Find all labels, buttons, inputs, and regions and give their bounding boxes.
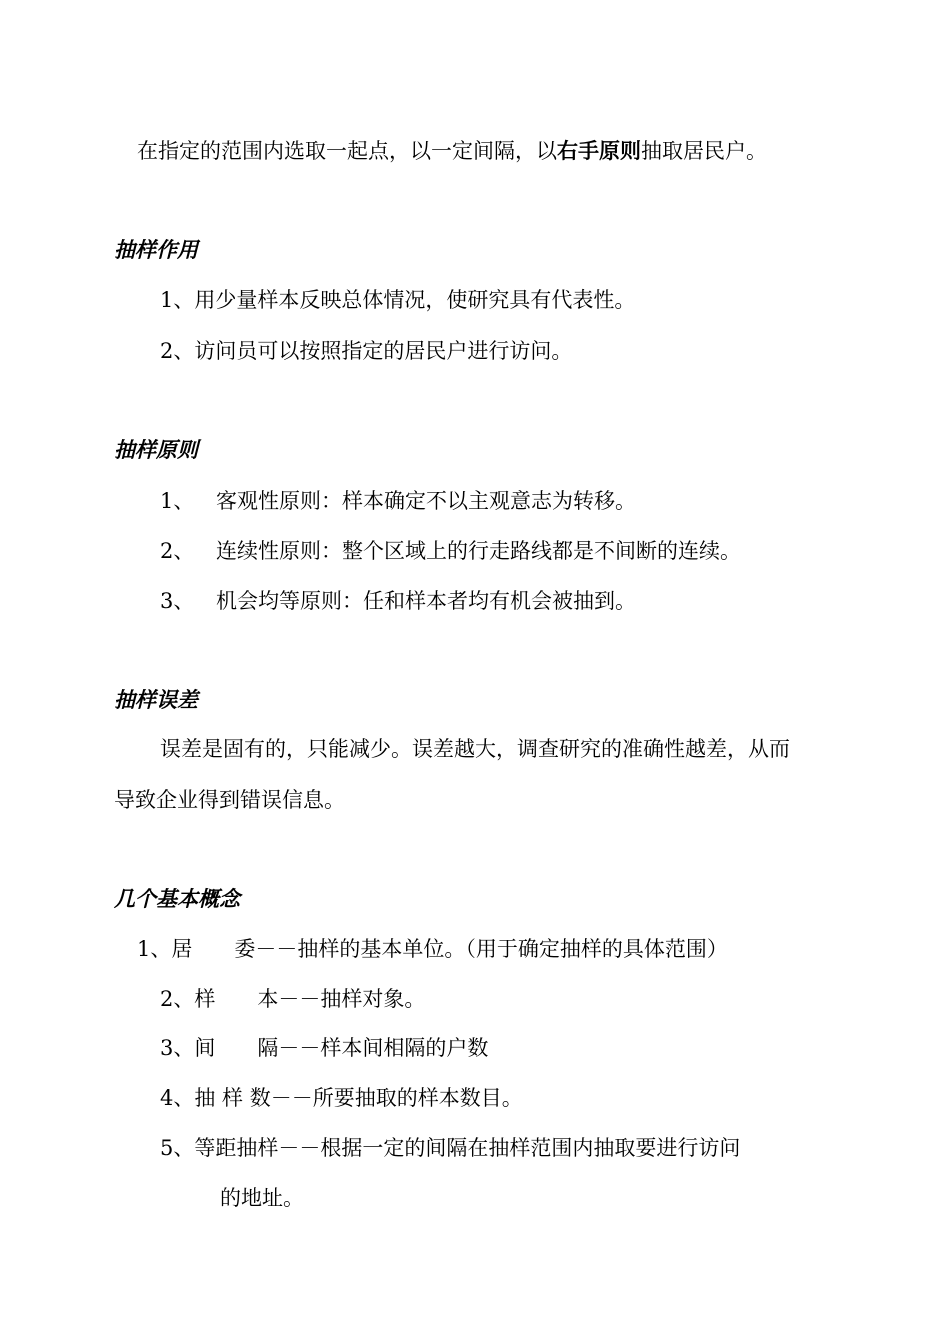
- principle-number: 2、: [160, 539, 195, 563]
- concept-item-5: [160, 1134, 740, 1162]
- section-title-concepts: 几个基本概念: [114, 887, 240, 911]
- principle-text: 机会均等原则：任和样本者均有机会被抽到。: [216, 589, 636, 613]
- concept-number: 4、: [160, 1086, 195, 1110]
- concept-term: 居 委: [171, 937, 256, 961]
- concept-item-1: [137, 935, 728, 963]
- intro-paragraph: [137, 137, 767, 165]
- principle-number: 1、: [160, 489, 195, 513]
- concept-definition: －－根据一定的间隔在抽样范围内抽取要进行访问: [278, 1136, 741, 1160]
- concept-number: 5、: [160, 1136, 195, 1160]
- intro-text-after: 抽取居民户。: [641, 139, 767, 163]
- principle-number: 3、: [160, 589, 195, 613]
- error-paragraph-line-2: 导致企业得到错误信息。: [114, 788, 345, 812]
- concept-number: 1、: [137, 937, 172, 961]
- concept-term: 等距抽样: [194, 1136, 279, 1160]
- concept-term: 间 隔: [194, 1036, 279, 1060]
- error-paragraph-line-1: 误差是固有的，只能减少。误差越大，调查研究的准确性越差，从而: [160, 737, 790, 761]
- concept-definition: －－抽样的基本单位。（用于确定抽样的具体范围）: [255, 937, 728, 961]
- role-item-2: 2、访问员可以按照指定的居民户进行访问。: [160, 339, 573, 363]
- section-title-role: 抽样作用: [114, 238, 198, 262]
- principle-item-2: [160, 537, 741, 565]
- intro-emphasis: 右手原则: [557, 139, 641, 163]
- principle-text: 客观性原则：样本确定不以主观意志为转移。: [216, 489, 636, 513]
- concept-item-3: [160, 1034, 488, 1062]
- concept-term: 样 本: [194, 987, 279, 1011]
- principle-text: 连续性原则：整个区域上的行走路线都是不间断的连续。: [216, 539, 741, 563]
- concept-term: 抽 样 数: [194, 1086, 271, 1110]
- concept-item-4: [160, 1084, 523, 1112]
- principle-item-3: [160, 587, 636, 615]
- concept-definition: －－抽样对象。: [278, 987, 426, 1011]
- concept-number: 3、: [160, 1036, 195, 1060]
- role-item-1: 1、用少量样本反映总体情况，使研究具有代表性。: [160, 288, 636, 312]
- concept-item-5-continuation: 的地址。: [220, 1186, 304, 1210]
- section-title-error: 抽样误差: [114, 688, 198, 712]
- concept-definition: －－样本间相隔的户数: [278, 1036, 489, 1060]
- principle-item-1: [160, 487, 636, 515]
- section-title-principles: 抽样原则: [114, 438, 198, 462]
- intro-text-before: 在指定的范围内选取一起点，以一定间隔，以: [137, 139, 557, 163]
- concept-number: 2、: [160, 987, 195, 1011]
- concept-definition: －－所要抽取的样本数目。: [270, 1086, 523, 1110]
- concept-item-2: [160, 985, 425, 1013]
